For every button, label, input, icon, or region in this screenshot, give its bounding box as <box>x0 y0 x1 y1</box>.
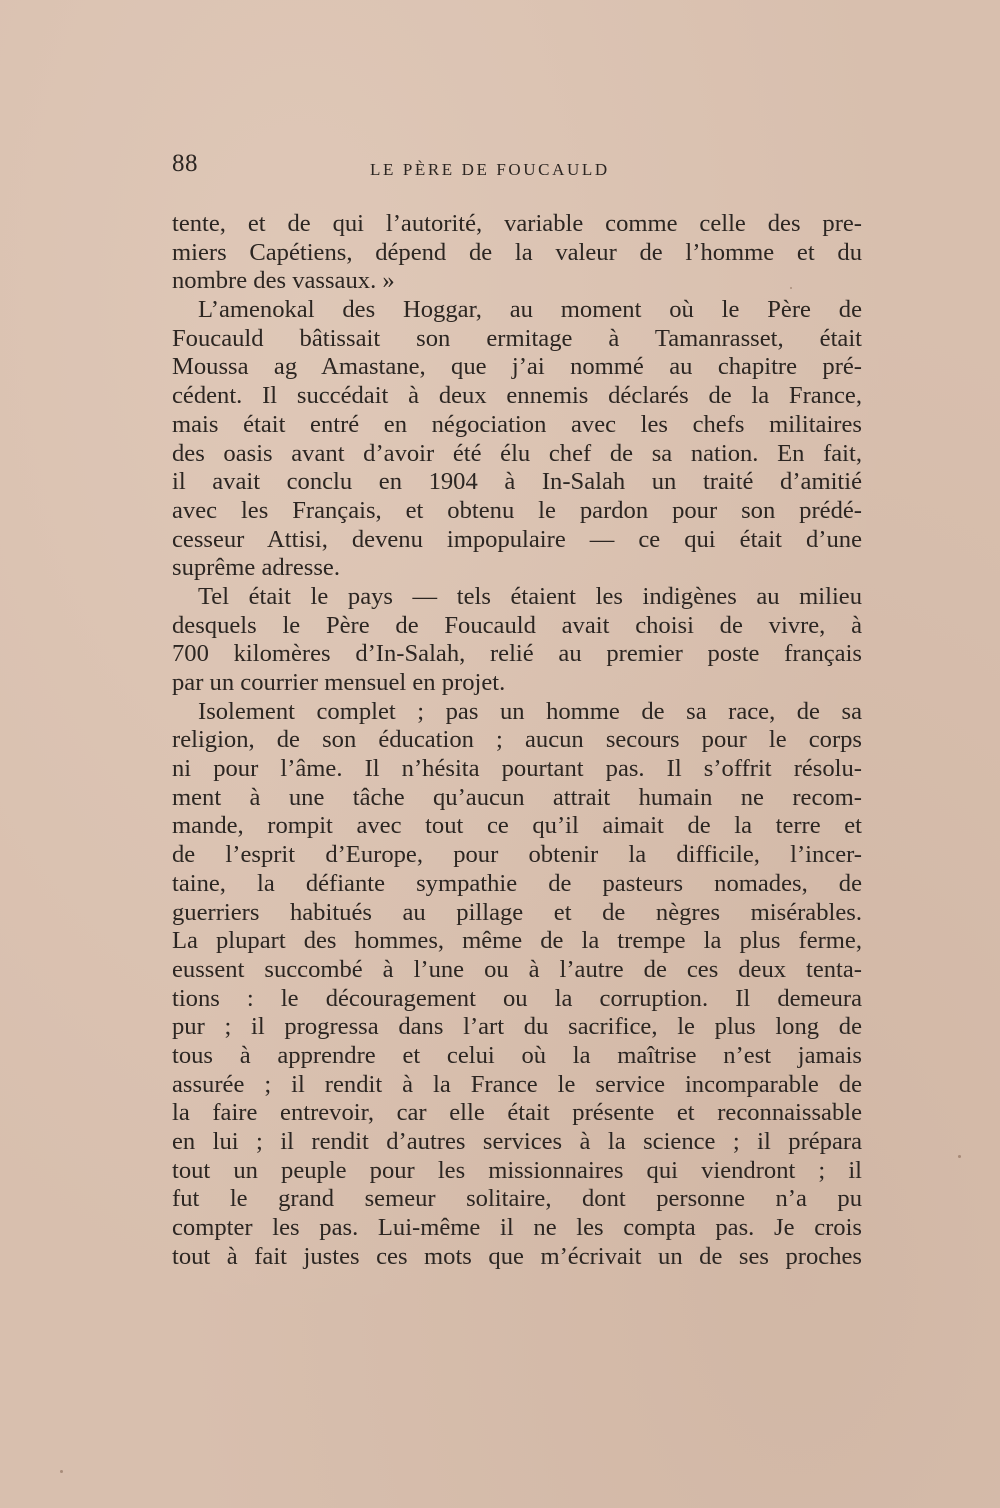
running-head: LE PÈRE DE FOUCAULD <box>370 160 610 179</box>
page-number: 88 <box>172 150 198 177</box>
text-line: religion, de son éducation ; aucun secours pour le corps <box>172 726 862 754</box>
text-line: L’amenokal des Hoggar, au moment où le Père de <box>198 296 862 324</box>
text-line: La plupart des hommes, même de la trempe la plus ferme, <box>172 927 862 955</box>
text-line: miers Capétiens, dépend de la valeur de l’homme et du <box>172 238 862 266</box>
text-line: mais était entré en négociation avec les chefs militaires <box>172 410 862 438</box>
text-line: desquels le Père de Foucauld avait choisi de vivre, à <box>172 611 862 639</box>
text-line: guerriers habitués au pillage et de nègres misérables. <box>172 898 862 926</box>
text-line: ment à une tâche qu’aucun attrait humain ne recom- <box>172 783 862 811</box>
text-line: pur ; il progressa dans l’art du sacrifice, le plus long de <box>172 1013 862 1041</box>
text-line: tous à apprendre et celui où la maîtrise n’est jamais <box>172 1041 862 1069</box>
text-line: tente, et de qui l’autorité, variable comme celle des pre- <box>172 210 862 237</box>
paper-speck <box>790 287 792 289</box>
text-line: tout un peuple pour les missionnaires qui viendront ; il <box>172 1156 862 1184</box>
text-line: Tel était le pays — tels étaient les indigènes au milieu <box>198 582 862 610</box>
text-line: par un courrier mensuel en projet. <box>172 669 506 696</box>
paper-speck <box>958 1155 961 1158</box>
text-line: cédent. Il succédait à deux ennemis déclarés de la France, <box>172 382 862 410</box>
text-line: mande, rompit avec tout ce qu’il aimait de la terre et <box>172 812 862 840</box>
text-line: taine, la défiante sympathie de pasteurs nomades, de <box>172 869 862 897</box>
text-line: tout à fait justes ces mots que m’écrivait un de ses proches <box>172 1242 862 1270</box>
text-line: en lui ; il rendit d’autres services à la science ; il prépara <box>172 1128 862 1155</box>
text-line: Isolement complet ; pas un homme de sa race, de sa <box>198 697 862 725</box>
text-line: de l’esprit d’Europe, pour obtenir la difficile, l’incer- <box>172 841 862 869</box>
text-line: eussent succombé à l’une ou à l’autre de ces deux tenta- <box>172 955 862 983</box>
text-line: avec les Français, et obtenu le pardon pour son prédé- <box>172 496 862 524</box>
text-line: fut le grand semeur solitaire, dont personne n’a pu <box>172 1185 862 1213</box>
text-line: Moussa ag Amastane, que j’ai nommé au chapitre pré- <box>172 353 862 381</box>
text-line: 700 kilomères d’In-Salah, relié au premier poste français <box>172 640 862 668</box>
text-line: il avait conclu en 1904 à In-Salah un traité d’amitié <box>172 468 862 496</box>
page-header <box>172 150 862 190</box>
text-line: assurée ; il rendit à la France le service incomparable de <box>172 1070 862 1098</box>
text-line: suprême adresse. <box>172 554 340 582</box>
body-text <box>172 210 862 1271</box>
text-line: nombre des vassaux. » <box>172 267 395 295</box>
text-line: ni pour l’âme. Il n’hésita pourtant pas. Il s’offrit résolu- <box>172 755 862 783</box>
text-line: des oasis avant d’avoir été élu chef de sa nation. En fait, <box>172 439 862 467</box>
text-line: cesseur Attisi, devenu impopulaire — ce qui était d’une <box>172 525 862 553</box>
text-line: compter les pas. Lui-même il ne les compta pas. Je crois <box>172 1214 862 1242</box>
text-line: Foucauld bâtissait son ermitage à Tamanrasset, était <box>172 324 862 352</box>
text-line: tions : le découragement ou la corruption. Il demeura <box>172 984 862 1012</box>
paper-speck <box>60 1470 63 1473</box>
text-line: la faire entrevoir, car elle était présente et reconnaissable <box>172 1099 862 1127</box>
